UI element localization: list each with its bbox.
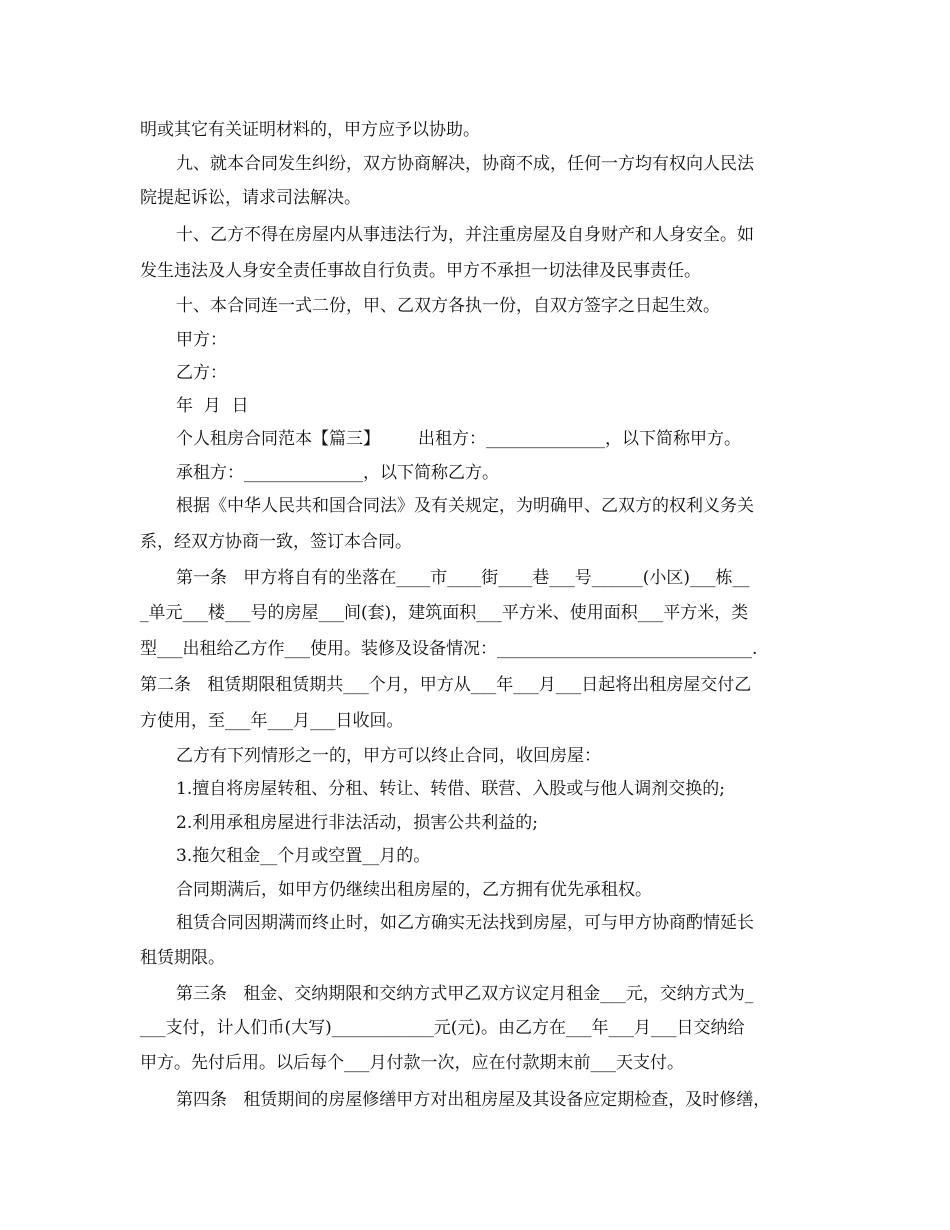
text-line: 合同期满后，如甲方仍继续出租房屋的，乙方拥有优先承租权。 (176, 880, 652, 900)
section-heading-line (176, 424, 830, 454)
text-line: 甲方： (176, 330, 227, 350)
text-line: 院提起诉讼，请求司法解决。 (140, 188, 361, 208)
text-line: 十、本合同连一式二份，甲、乙双方各执一份，自双方签字之日起生效。 (176, 296, 720, 316)
text-line: ___支付，计人们币(大写)____________元(元)。由乙方在___年___月___日交纳给 (140, 1018, 745, 1038)
list-item: 1.擅自将房屋转租、分租、转让、转借、联营、入股或与他人调剂交换的; (176, 779, 725, 799)
text-line: 十、乙方不得在房屋内从事违法行为，并注重房屋及自身财产和人身安全。如 (176, 225, 754, 245)
text-line: 发生违法及人身安全责任事故自行负责。甲方不承担一切法律及民事责任。 (140, 261, 701, 281)
text-line: 租赁期限。 (140, 948, 225, 968)
text-line: 根据《中华人民共和国合同法》及有关规定，为明确甲、乙双方的权利义务关 (176, 496, 754, 516)
text-line: 第三条 租金、交纳期限和交纳方式甲乙双方议定月租金___元，交纳方式为_ (176, 984, 754, 1004)
text-line: 系，经双方协商一致，签订本合同。 (140, 532, 412, 552)
text-line: 第四条 租赁期间的房屋修缮甲方对出租房屋及其设备应定期检查，及时修缮， (176, 1090, 771, 1110)
text-line: 方使用，至___年___月___日收回。 (140, 711, 404, 731)
text-line: 九、就本合同发生纠纷，双方协商解决，协商不成，任何一方均有权向人民法 (176, 154, 754, 174)
text-line: 承租方：______________，以下简称乙方。 (176, 463, 499, 483)
text-line: 年 月 日 (176, 396, 249, 416)
text-line: 型___出租给乙方作___使用。装修及设备情况：______________________________. (140, 639, 758, 659)
lessor-line: 出租方：______________，以下简称甲方。 (418, 429, 741, 449)
text-line: 甲方。先付后用。以后每个___月付款一次，应在付款期末前___天支付。 (140, 1053, 684, 1073)
text-line: 乙方： (176, 363, 227, 383)
section-title: 个人租房合同范本【篇三】 (176, 429, 380, 449)
text-line: 第一条 甲方将自有的坐落在____市____街____巷___号______(小区)___栋__ (176, 568, 750, 588)
list-item: 2.利用承租房屋进行非法活动，损害公共利益的; (176, 813, 538, 833)
list-item: 3.拖欠租金__个月或空置__月的。 (176, 846, 431, 866)
text-line: 第二条 租赁期限租赁期共___个月，甲方从___年___月___日起将出租房屋交付乙 (140, 675, 752, 695)
text-line: _单元___楼___号的房屋___间(套)，建筑面积___平方米、使用面积___平方米，类 (140, 603, 749, 623)
text-line: 明或其它有关证明材料的，甲方应予以协助。 (140, 120, 480, 140)
text-line: 租赁合同因期满而终止时，如乙方确实无法找到房屋，可与甲方协商酌情延长 (176, 913, 754, 933)
text-line: 乙方有下列情形之一的，甲方可以终止合同，收回房屋： (176, 746, 601, 766)
